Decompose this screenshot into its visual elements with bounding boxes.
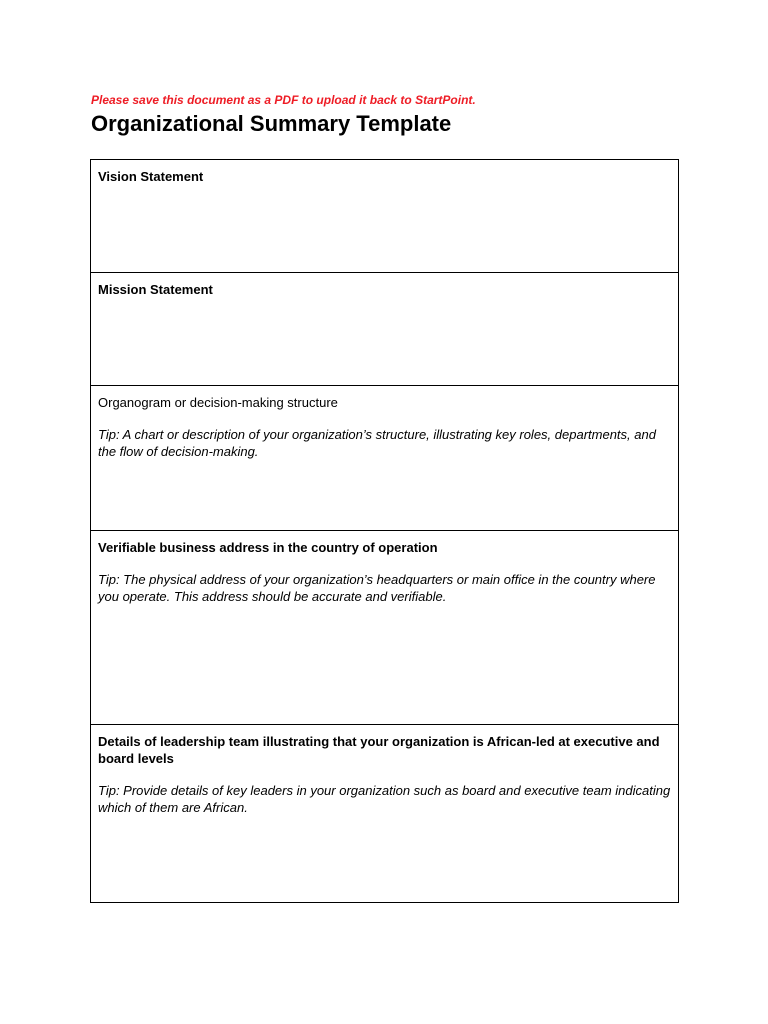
mission-statement-section[interactable] <box>91 273 678 386</box>
leadership-team-tip: Tip: Provide details of key leaders in your organization such as board and executive team indicating which of them are African. <box>98 783 671 815</box>
upload-notice: Please save this document as a PDF to upload it back to StartPoint. <box>91 93 476 107</box>
organogram-section[interactable] <box>91 386 678 531</box>
vision-statement-section[interactable] <box>91 160 678 273</box>
vision-statement-label: Vision Statement <box>98 169 204 184</box>
document-title: Organizational Summary Template <box>91 111 452 136</box>
organogram-label: Organogram or decision-making structure <box>98 395 338 410</box>
leadership-team-section[interactable] <box>91 725 678 902</box>
business-address-label: Verifiable business address in the country of operation <box>98 540 438 555</box>
mission-statement-label: Mission Statement <box>98 282 213 297</box>
leadership-team-label: Details of leadership team illustrating that your organization is African-led at executive and board levels <box>98 734 660 766</box>
business-address-section[interactable] <box>91 531 678 725</box>
organogram-tip: Tip: A chart or description of your organization’s structure, illustrating key roles, departments, and the flow of decision-making. <box>98 427 656 459</box>
summary-form-table <box>90 159 679 903</box>
business-address-tip: Tip: The physical address of your organization’s headquarters or main office in the country where you operate. This address should be accurate and verifiable. <box>98 572 656 604</box>
